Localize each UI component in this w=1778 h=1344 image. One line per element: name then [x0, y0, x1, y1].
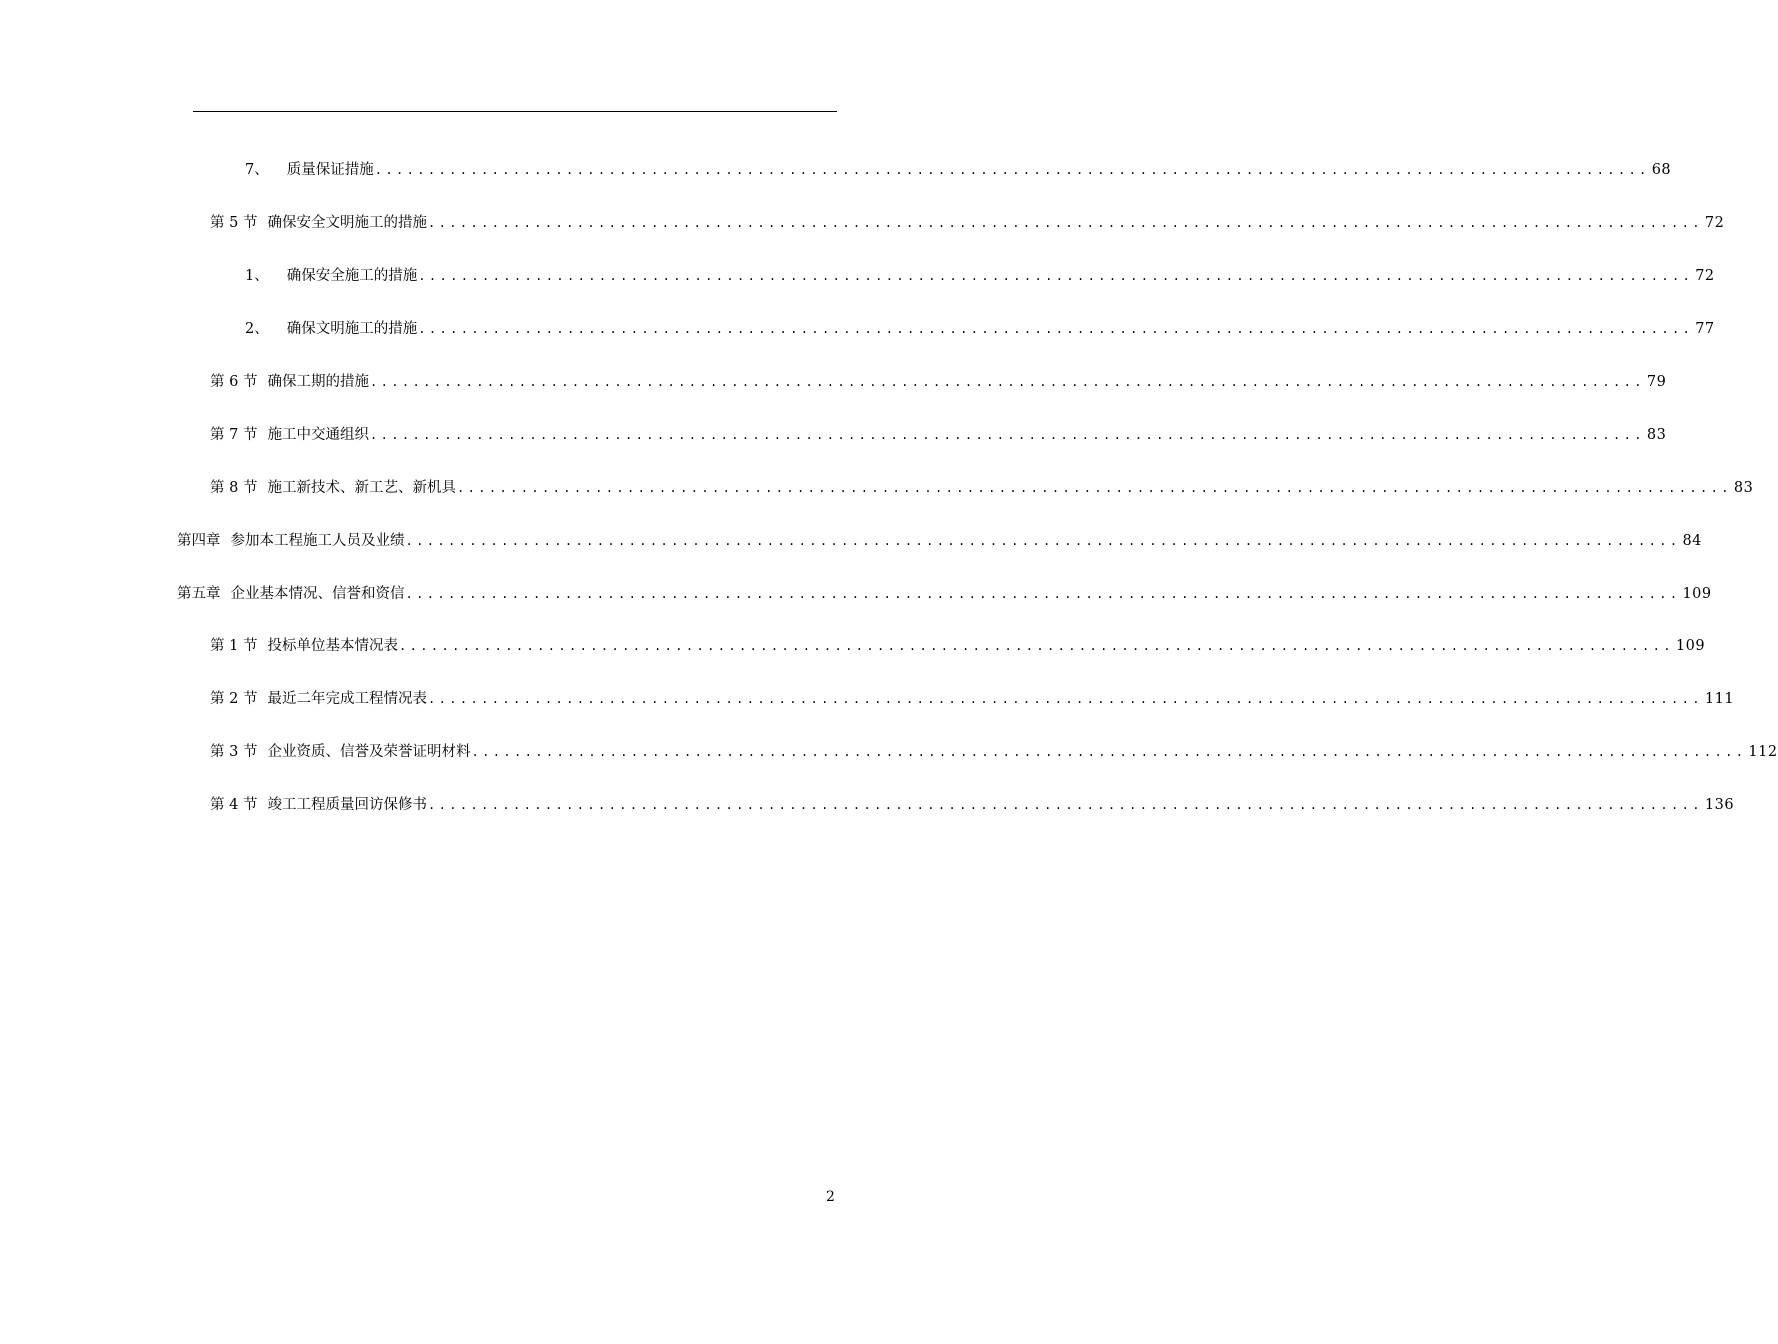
toc-entry-page: 84 — [1682, 533, 1702, 549]
toc-entry-page: 109 — [1675, 638, 1706, 654]
toc-entry-title: 施工中交通组织 — [267, 427, 369, 443]
dot-leader: ........................................................................................................................ — [427, 692, 1703, 706]
toc-entry-number: 第 6 节 — [210, 374, 258, 390]
toc-entry-page: 72 — [1704, 215, 1725, 231]
dot-leader: ........................................................................................................................ — [427, 216, 1703, 230]
toc-entry-page: 109 — [1682, 586, 1712, 602]
toc-entry-title: 企业基本情况、信誉和资信 — [230, 586, 405, 602]
dot-leader: ........................................................................................................................ — [405, 587, 1681, 601]
toc-entry-page: 68 — [1651, 162, 1672, 178]
toc-entry[interactable] — [210, 795, 1735, 815]
toc-entry[interactable] — [210, 689, 1735, 709]
toc-entry-number: 第 7 节 — [210, 427, 258, 443]
toc-entry[interactable] — [210, 425, 1667, 445]
toc-entry-number: 第四章 — [177, 533, 221, 549]
dot-leader: ........................................................................................................................ — [471, 745, 1747, 759]
toc-entry[interactable] — [245, 160, 1672, 180]
toc-entry[interactable] — [245, 266, 1715, 286]
toc-entry-page: 136 — [1704, 797, 1735, 813]
toc-entry[interactable] — [177, 584, 1712, 604]
toc-entry-number: 第 2 节 — [210, 691, 258, 707]
toc-entry-page: 79 — [1646, 374, 1667, 390]
dot-leader: ........................................................................................................................ — [456, 481, 1732, 495]
toc-entry-page: 112 — [1748, 744, 1778, 760]
dot-leader: ........................................................................................................................ — [405, 534, 1681, 548]
toc-entry-page: 77 — [1695, 321, 1715, 337]
toc-entry-number: 第 5 节 — [210, 215, 258, 231]
dot-leader: ........................................................................................................................ — [418, 269, 1694, 283]
dot-leader: ........................................................................................................................ — [369, 428, 1645, 442]
header-rule — [193, 111, 837, 112]
toc-entry-page: 83 — [1646, 427, 1667, 443]
toc-entry-number: 第五章 — [177, 586, 221, 602]
toc-entry-page: 72 — [1695, 268, 1715, 284]
toc-entry-number: 第 3 节 — [210, 744, 258, 760]
page-number: 2 — [826, 1189, 835, 1205]
dot-leader: ........................................................................................................................ — [374, 163, 1650, 177]
toc-entry-number: 2、 — [245, 321, 269, 337]
dot-leader: ........................................................................................................................ — [418, 322, 1694, 336]
toc-entry[interactable] — [210, 372, 1667, 392]
toc-entry-title: 竣工工程质量回访保修书 — [267, 797, 427, 813]
toc-entry-number: 第 4 节 — [210, 797, 258, 813]
toc-entry-title: 质量保证措施 — [286, 162, 374, 178]
toc-entry-title: 确保安全文明施工的措施 — [267, 215, 427, 231]
toc-entry-title: 确保工期的措施 — [267, 374, 369, 390]
toc-entry[interactable] — [210, 742, 1778, 762]
toc-entry-title: 最近二年完成工程情况表 — [267, 691, 427, 707]
toc-entry-number: 第 8 节 — [210, 480, 258, 496]
toc-entry-page: 111 — [1704, 691, 1735, 707]
toc-entry[interactable] — [177, 531, 1702, 551]
toc-entry-page: 83 — [1733, 480, 1754, 496]
toc-entry[interactable] — [210, 478, 1754, 498]
toc-entry[interactable] — [210, 213, 1725, 233]
toc-entry-title: 参加本工程施工人员及业绩 — [230, 533, 405, 549]
toc-entry-title: 施工新技术、新工艺、新机具 — [267, 480, 456, 496]
toc-entry-title: 确保安全施工的措施 — [286, 268, 418, 284]
toc-entry-title: 投标单位基本情况表 — [267, 638, 398, 654]
toc-entry-number: 1、 — [245, 268, 269, 284]
dot-leader: ........................................................................................................................ — [369, 375, 1645, 389]
dot-leader: ........................................................................................................................ — [427, 798, 1703, 812]
toc-entry-title: 确保文明施工的措施 — [286, 321, 418, 337]
toc-entry-title: 企业资质、信誉及荣誉证明材料 — [267, 744, 471, 760]
toc-entry-number: 7、 — [245, 162, 269, 178]
dot-leader: ........................................................................................................................ — [398, 639, 1674, 653]
toc-entry-number: 第 1 节 — [210, 638, 258, 654]
toc-entry[interactable] — [210, 636, 1706, 656]
toc-entry[interactable] — [245, 319, 1715, 339]
